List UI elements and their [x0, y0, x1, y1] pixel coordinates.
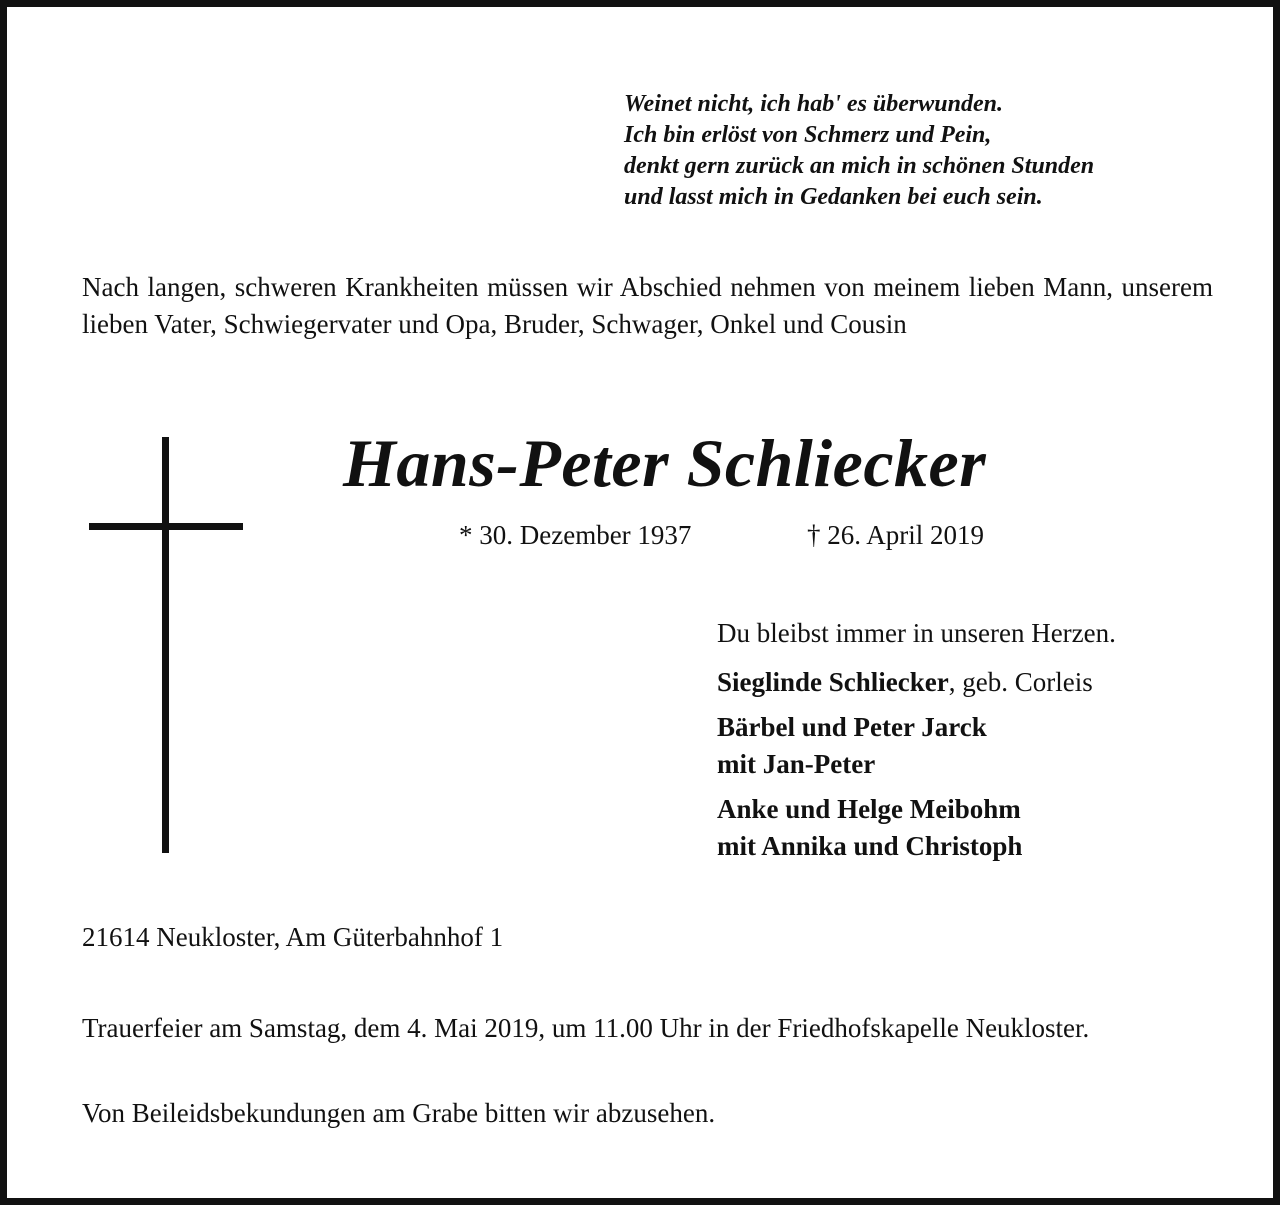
- cross-icon-vertical: [162, 437, 169, 853]
- motto: Du bleibst immer in unseren Herzen.: [717, 618, 1116, 648]
- death-date: † 26. April 2019: [807, 520, 985, 550]
- funeral-info: Trauerfeier am Samstag, dem 4. Mai 2019, um 11.00 Uhr in der Friedhofskapelle Neukloster.: [82, 1013, 1090, 1043]
- condolence-request: Von Beileidsbekundungen am Grabe bitten wir abzusehen.: [82, 1098, 716, 1128]
- poem-line: und lasst mich in Gedanken bei euch sein.: [624, 184, 1043, 210]
- birth-date: * 30. Dezember 1937: [459, 520, 692, 550]
- poem-line: Weinet nicht, ich hab' es überwunden.: [624, 91, 1003, 117]
- intro-text: Nach langen, schweren Krankheiten müssen wir Abschied nehmen von meinem lieben Mann, unserem lieben Vater, Schwiegervater und Opa, Bruder, Schwager, Onkel und Cousin: [82, 272, 1213, 339]
- mourner-line: Anke und Helge Meibohm: [717, 794, 1021, 824]
- cross-icon-horizontal: [89, 523, 243, 530]
- address: 21614 Neukloster, Am Güterbahnhof 1: [82, 922, 504, 952]
- mourner-line: mit Jan-Peter: [717, 749, 876, 779]
- mourner-line: mit Annika und Christoph: [717, 831, 1023, 861]
- mourners-list: [717, 664, 1237, 873]
- poem-line: Ich bin erlöst von Schmerz und Pein,: [624, 122, 992, 148]
- mourner-line: Bärbel und Peter Jarck: [717, 712, 987, 742]
- widow-name: Sieglinde Schliecker: [717, 667, 949, 697]
- mourner-group-widow: [717, 664, 1237, 701]
- widow-suffix: , geb. Corleis: [948, 667, 1093, 697]
- deceased-name: Hans-Peter Schliecker: [343, 425, 987, 501]
- poem-line: denkt gern zurück an mich in schönen Stunden: [624, 153, 1095, 179]
- mourner-group-2: [717, 791, 1237, 865]
- mourner-group-1: [717, 709, 1237, 783]
- poem: [624, 89, 1244, 213]
